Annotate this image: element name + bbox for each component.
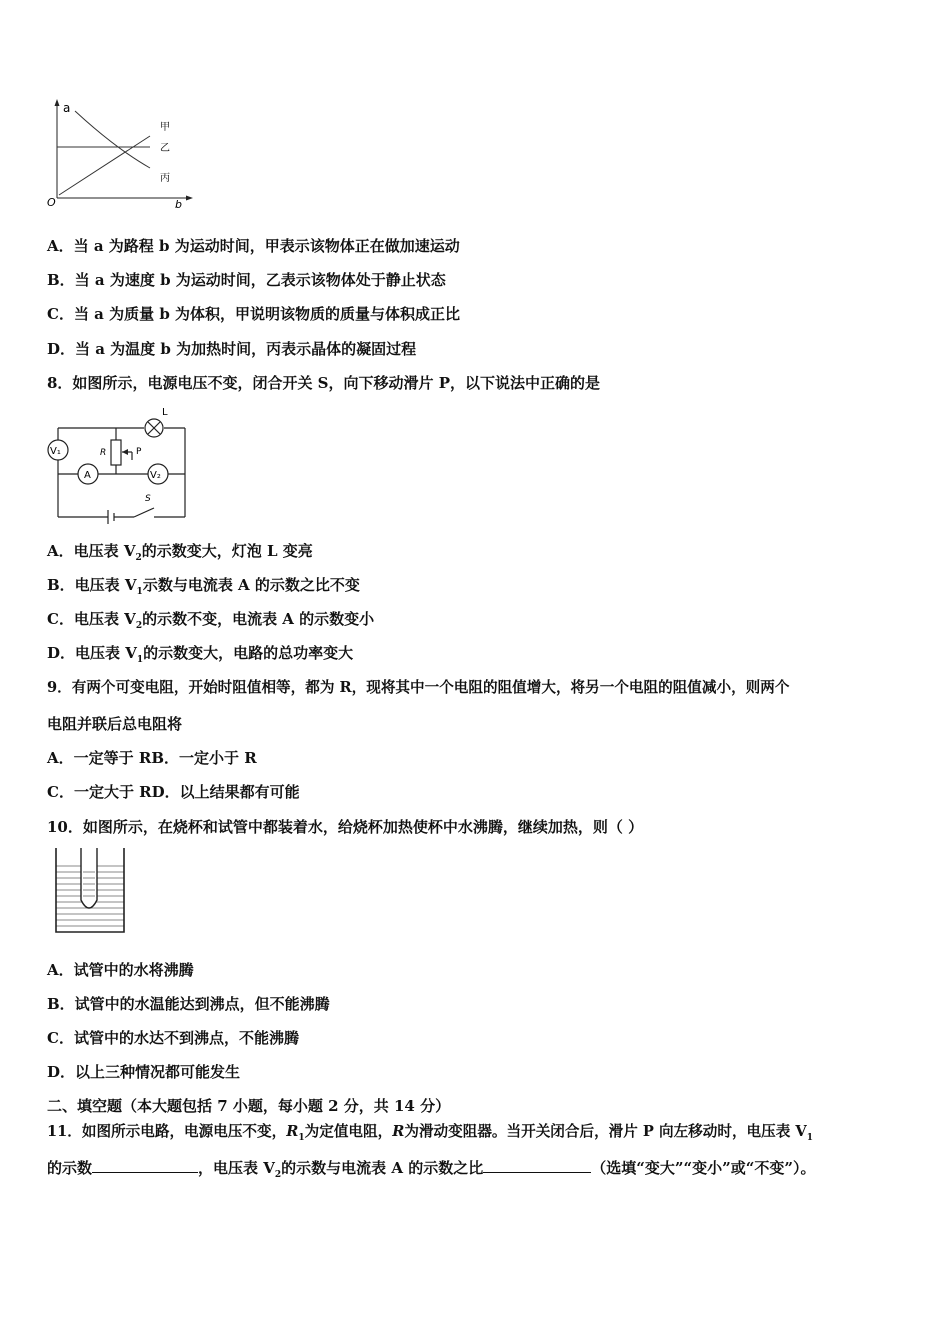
section2-title: 二、填空题（本大题包括 7 小题，每小题 2 分，共 14 分） — [47, 1097, 451, 1115]
q10-stem: 10．如图所示，在烧杯和试管中都装着水，给烧杯加热使杯中水沸腾，继续加热，则（ ） — [47, 818, 644, 836]
q10-option-c: C．试管中的水达不到沸点，不能沸腾 — [47, 1029, 299, 1047]
q7-option-d: D．当 a 为温度 b 为加热时间，丙表示晶体的凝固过程 — [47, 340, 417, 358]
slider-arrow-icon — [122, 449, 128, 455]
q9-options-line2: C．一定大于 RD．以上结果都有可能 — [47, 783, 300, 801]
answer-blank-2[interactable] — [483, 1158, 591, 1173]
yi-label: 乙 — [160, 143, 170, 154]
q9-stem-line1: 9．有两个可变电阻，开始时阻值相等，都为 R，现将其中一个电阻的阻值增大，将另一个电阻的阻值减小，则两个 — [47, 679, 790, 696]
axis-a-label: a — [63, 101, 71, 115]
resistor-icon — [111, 440, 121, 465]
axis-b-label: b — [175, 198, 182, 210]
q8-option-d: D．电压表 $V_1$的示数变大，电路的总功率变大 — [47, 644, 354, 665]
q10-option-a: A．试管中的水将沸腾 — [47, 961, 194, 979]
ammeter-label: A — [84, 470, 91, 481]
q10-option-d: D．以上三种情况都可能发生 — [47, 1063, 241, 1081]
q7-graph-svg — [45, 98, 195, 210]
slider-label: P — [136, 447, 142, 457]
q11-line2: 的示数 ，电压表 $V_2$的示数与电流表 A 的示数之比 （选填“变大”“变小”或“不变”）。 — [47, 1159, 816, 1180]
q8-option-b: B．电压表 $V_1$示数与电流表 A 的示数之比不变 — [47, 576, 360, 597]
q8-option-c: C．电压表 $V_2$的示数不变，电流表 A 的示数变小 — [47, 610, 375, 631]
q8-circuit — [44, 402, 192, 524]
v1-label: V₁ — [50, 446, 61, 457]
q8-stem: 8．如图所示，电源电压不变，闭合开关 S，向下移动滑片 P，以下说法中正确的是 — [47, 374, 600, 392]
lamp-label: L — [162, 407, 168, 418]
switch-label: S — [145, 494, 151, 504]
jia-line — [59, 136, 150, 195]
resistor-label: R — [100, 448, 107, 458]
jia-label: 甲 — [160, 122, 170, 133]
q7-option-b: B．当 a 为速度 b 为运动时间，乙表示该物体处于静止状态 — [47, 271, 446, 289]
q9-stem-line2: 电阻并联后总电阻将 — [47, 715, 183, 733]
q8-circuit-svg — [44, 402, 192, 524]
q7-graph — [45, 98, 195, 210]
q9-options-line1: A．一定等于 RB．一定小于 R — [47, 749, 257, 767]
bing-curve — [75, 111, 150, 168]
q10-option-b: B．试管中的水温能达到沸点，但不能沸腾 — [47, 995, 330, 1013]
bing-label: 丙 — [160, 173, 170, 184]
origin-label: O — [47, 196, 56, 209]
v2-label: V₂ — [150, 470, 161, 481]
q10-beaker-svg — [55, 848, 125, 934]
q10-beaker-figure — [55, 848, 125, 934]
answer-blank-1[interactable] — [92, 1158, 198, 1173]
q8-option-a: A．电压表 $V_2$的示数变大，灯泡 L 变亮 — [47, 542, 313, 563]
q7-option-c: C．当 a 为质量 b 为体积，甲说明该物质的质量与体积成正比 — [47, 305, 461, 323]
q7-option-a: A．当 a 为路程 b 为运动时间，甲表示该物体正在做加速运动 — [47, 237, 460, 255]
q11-line1: 11．如图所示电路，电源电压不变，$R_1$为定值电阻，R为滑动变阻器。当开关闭合后，滑片 P 向左移动时，电压表 $V_1$ — [47, 1123, 813, 1143]
